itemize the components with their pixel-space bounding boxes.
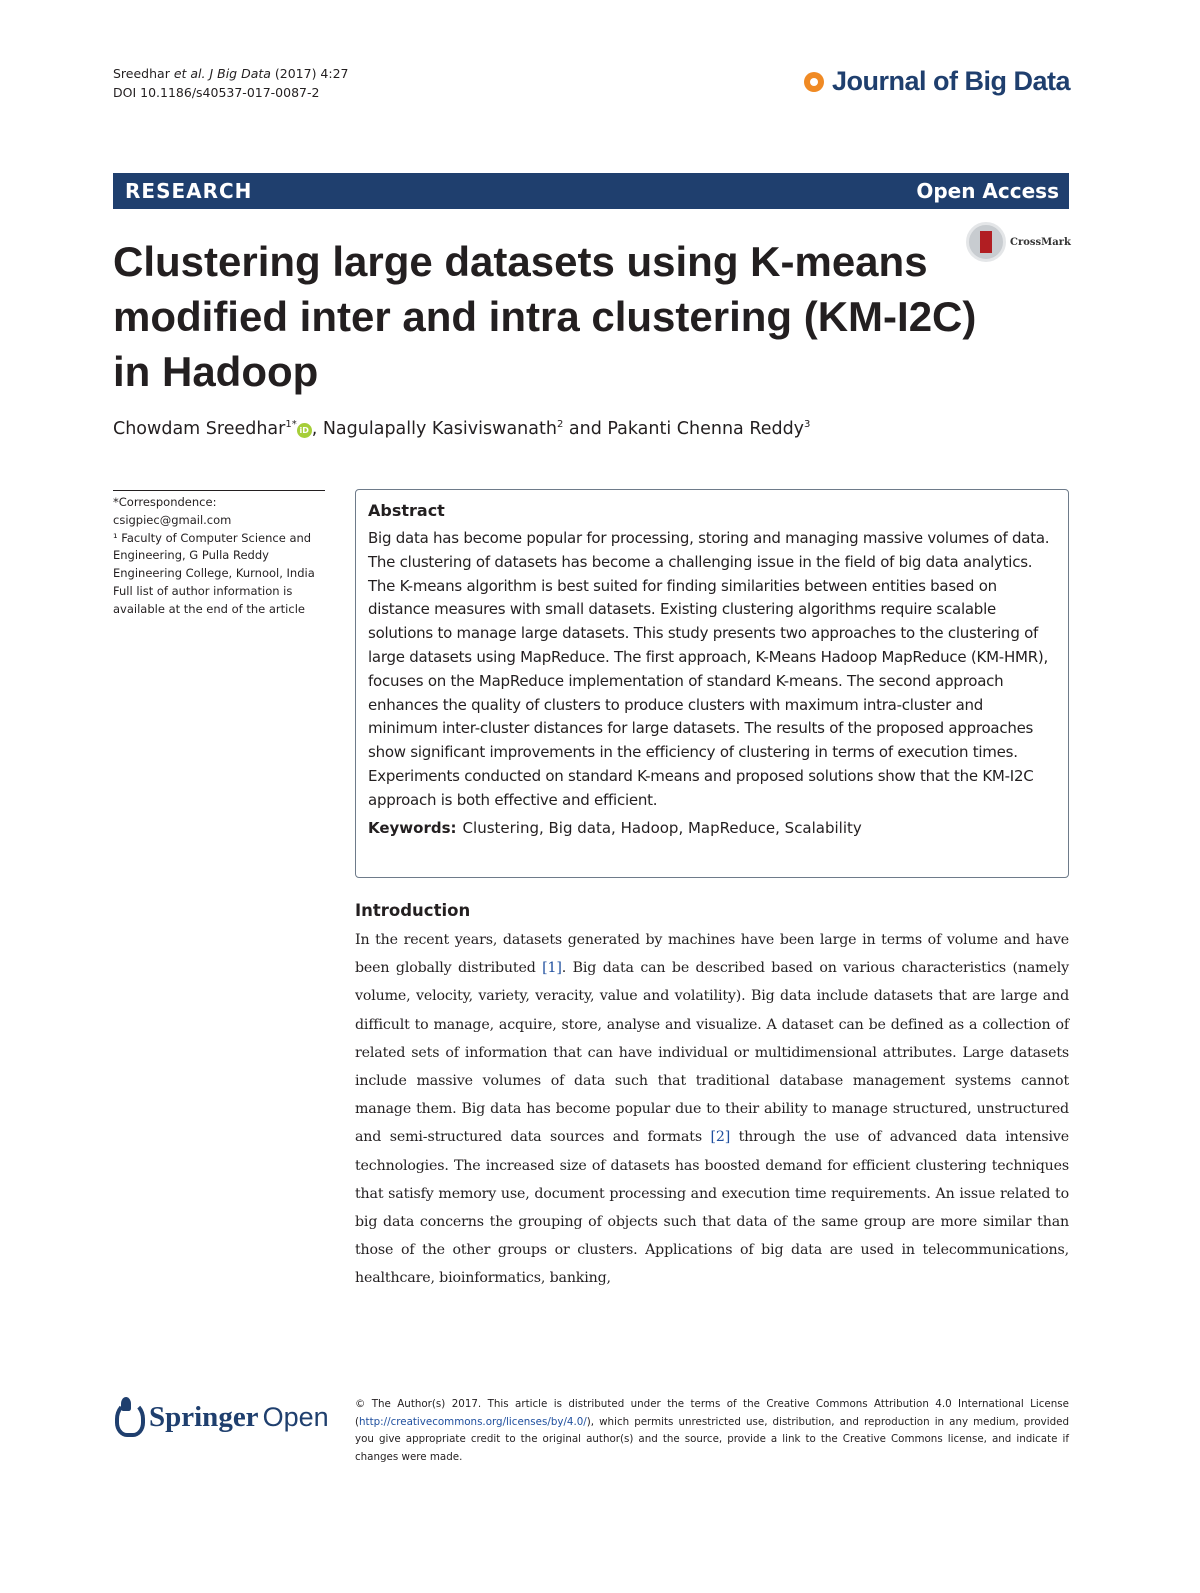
author-1: Chowdam Sreedhar bbox=[113, 419, 286, 439]
publisher-open: Open bbox=[262, 1401, 329, 1432]
correspondence-text: *Correspondence: csigpiec@gmail.com ¹ Faculty of Computer Science and Engineering, G Pulla Reddy Engineering College, Kurnool, India Full list of author information is available at the end of the article bbox=[113, 495, 315, 616]
crossmark-label: CrossMark bbox=[1010, 236, 1071, 248]
publisher-name: Springer bbox=[149, 1400, 259, 1433]
introduction-paragraph bbox=[355, 926, 1069, 1293]
reference-link-1[interactable]: [1] bbox=[542, 960, 562, 977]
abstract-text: Big data has become popular for processing, storing and managing massive volumes of data. The clustering of datasets has become a challenging issue in the field of big data analytics. The K-means algorithm is best suited for finding similarities between entities based on distance measures with small datasets. Existing clustering algorithms require scalable solutions to manage large datasets. This study presents two approaches to the clustering of large datasets using MapReduce. The first approach, K-Means Hadoop MapReduce (KM-HMR), focuses on the MapReduce implementation of standard K-means. The second approach enhances the quality of clusters to produce clusters with maximum intra-cluster and minimum inter-cluster distances for large datasets. The results of the proposed approaches show significant improvements in the efficiency of clustering in terms of execution times. Experiments conducted on standard K-means and proposed solutions show that the KM-I2C approach is both effective and efficient. bbox=[368, 529, 1050, 809]
citation-authors: Sreedhar bbox=[113, 66, 174, 81]
intro-text-2: . Big data can be described based on various characteristics (namely volume, velocity, variety, veracity, value and volatility). Big data include datasets that are large and difficult to manage, acquire, store, analyse and visualize. A dataset can be defined as a collection of related sets of information that can have individual or multidimensional attributes. Large datasets include massive volumes of data such that traditional database management systems cannot manage them. Big data has become popular due to their ability to manage structured, unstructured and semi-structured data sources and formats bbox=[355, 960, 1069, 1146]
springer-horse-icon bbox=[113, 1397, 143, 1437]
correspondence-sidebar bbox=[113, 490, 325, 619]
author-3: and Pakanti Chenna Reddy bbox=[563, 419, 805, 439]
section-banner bbox=[113, 173, 1069, 209]
author-2: , Nagulapally Kasiviswanath bbox=[311, 419, 557, 439]
author-list bbox=[113, 419, 810, 439]
keywords-label: Keywords: bbox=[368, 818, 457, 837]
reference-link-2[interactable]: [2] bbox=[710, 1129, 731, 1146]
doi: DOI 10.1186/s40537-017-0087-2 bbox=[113, 85, 320, 100]
open-access-label: Open Access bbox=[916, 179, 1059, 203]
article-title: Clustering large datasets using K-means modified inter and intra clustering (KM-I2C) in Hadoop bbox=[113, 238, 977, 395]
author-3-affiliation: 3 bbox=[804, 419, 811, 431]
journal-mark-icon bbox=[804, 72, 824, 92]
citation-line bbox=[113, 64, 349, 83]
abstract-box bbox=[355, 489, 1069, 878]
license-part-1: © The Author(s) 2017. This article is distributed under the terms of the Creative Commons Attribution 4.0 International License ( bbox=[355, 1398, 1069, 1428]
author-1-affiliation: 1* bbox=[285, 419, 297, 431]
author-2-affiliation: 2 bbox=[556, 419, 564, 431]
citation-journal: et al. J Big Data bbox=[173, 66, 271, 81]
license-part-2: ), which permits unrestricted use, distribution, and reproduction in any medium, provided you give appropriate credit to the original author(s) and the source, provide a link to the Creative Commons license, and indicate if changes were made. bbox=[355, 1415, 1069, 1463]
license-text bbox=[355, 1396, 1069, 1466]
introduction-heading: Introduction bbox=[355, 901, 471, 920]
section-label: RESEARCH bbox=[125, 179, 253, 203]
intro-text-3: through the use of advanced data intensive technologies. The increased size of datasets has boosted demand for efficient clustering techniques that satisfy memory use, document processing and execution time requirements. An issue related to big data concerns the grouping of objects such that data of the same group are more similar than those of the other groups or clusters. Applications of big data are used in telecommunications, healthcare, bioinformatics, banking, bbox=[355, 1129, 1069, 1287]
citation-volume: (2017) 4:27 bbox=[270, 66, 349, 81]
journal-name: Journal of Big Data bbox=[831, 66, 1070, 96]
publisher-logo bbox=[113, 1397, 329, 1437]
journal-logo bbox=[804, 66, 1070, 97]
citation-header bbox=[113, 64, 349, 102]
keywords bbox=[368, 819, 1056, 837]
intro-text-1: In the recent years, datasets generated by machines have been large in terms of volume and have been globally distributed bbox=[355, 932, 1069, 977]
keywords-list: Clustering, Big data, Hadoop, MapReduce, Scalability bbox=[462, 818, 862, 837]
orcid-icon[interactable]: iD bbox=[297, 423, 312, 438]
abstract-heading: Abstract bbox=[368, 501, 445, 520]
license-link[interactable]: http://creativecommons.org/licenses/by/4.0/ bbox=[359, 1415, 587, 1428]
